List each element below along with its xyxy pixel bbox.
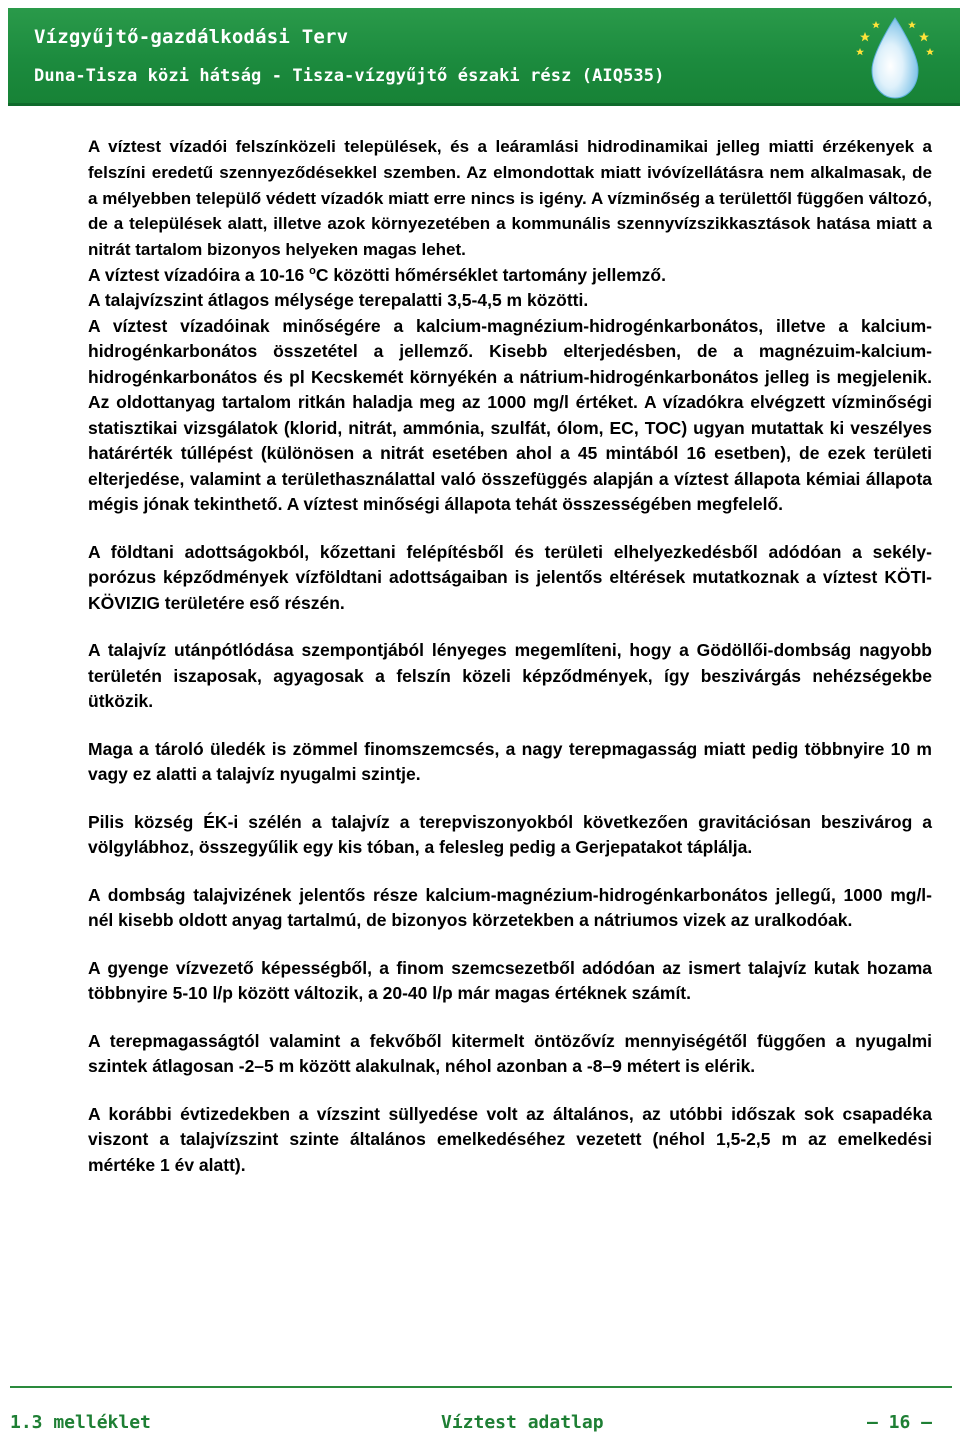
paragraph-sediment: Maga a tároló üledék is zömmel finomszemcsés, a nagy terepmagasság miatt pedig többnyire 10 m vagy ez alatti a talajvíz nyugalmi szintje. [88, 738, 932, 785]
temperature-text-end: C közötti hőmérséklet tartomány jellemző. [315, 264, 666, 285]
document-body [88, 134, 932, 1200]
degree-superscript: o [309, 264, 316, 277]
paragraph-well-yield: A gyenge vízvezető képességből, a finom szemcsezetből adódóan az ismert talajvíz kutak hozama többnyire 5-10 l/p között változik, a 20-40 l/p már magas értéknek számít. [88, 957, 932, 1004]
footer-document-title: Víztest adatlap [441, 1412, 604, 1433]
paragraph-level-trend: A korábbi évtizedekben a vízszint süllyedése volt az általános, az utóbbi időszak sok csapadéka viszont a talajvízszint szinte általános emelkedéséhez vezetett (néhol 1,5-2,5 m az emelkedési mértéke 1 év alatt). [88, 1103, 932, 1175]
paragraph-hills-chemistry: A dombság talajvizének jelentős része kalcium-magnézium-hidrogénkarbonátos jellegű, 1000 mg/l-nél kisebb oldott anyag tartalmú, de bizonyos körzetekben a nátriumos vizek az uralkodóak. [88, 884, 932, 931]
temperature-text-start: A víztest vízadóira a 10-16 [88, 264, 310, 285]
page-footer [0, 1386, 960, 1440]
header-title: Vízgyűjtő-gazdálkodási Terv [34, 26, 349, 48]
footer-annex-label: 1.3 melléklet [10, 1412, 151, 1433]
page-number: — 16 — [866, 1412, 932, 1433]
paragraph-static-levels: A terepmagasságtól valamint a fekvőből kitermelt öntözővíz mennyiségétől függően a nyugalmi szintek átlagosan -2–5 m között alakulnak, néhol azonban a -8–9 métert is elérik. [88, 1030, 932, 1077]
paragraph-water-quality: A víztest vízadói felszínközeli települések, és a leáramlási hidrodinamikai jelleg miatti érzékenyek a felszíni eredetű szennyeződésekkel szemben. Az elmondottak miatt ivóvízellátásra nem alkalmasak, de a mélyebben települő védett vízadók miatt erre nincs is igény. A vízminőség a területtől függően változó, de a települések alatt, illetve azok környezetében a kommunális szennyvízszikkasztások hatása miatt a nitrát tartalom bizonyos helyeken magas lehet. [88, 137, 932, 260]
paragraph-groundwater-depth: A talajvízszint átlagos mélysége terepalatti 3,5-4,5 m közötti. [88, 290, 589, 311]
paragraph-chemistry: A víztest vízadóinak minőségére a kalcium-magnézium-hidrogénkarbonátos, illetve a kalcium-hidrogénkarbonátos összetétel a jellemző. Kisebb elterjedésben, de a magnézuim-kalcium-hidrogénkarbonátos és pl Kecskemét környékén a nátrium-hidrogénkarbonátos jelleg is megjelenik. Az oldottanyag tartalom ritkán haladja meg az 1000 mg/l értéket. A vízadókra elvégzett vízminőségi statisztikai vizsgálatok (klorid, nitrát, ammónia, szulfát, ólom, EC, TOC) ugyan mutattak ki veszélyes határérték túllépést (különösen a nitrát esetében ahol a 45 mintából 16 esetben), de ezek területi elterjedése, valamint a területhasználattal való összefüggés alapján a víztest állapota kémiai állapota mégis jónak tekinthető. A víztest minőségi állapota tehát összességében megfelelő. [88, 315, 932, 515]
header-subtitle: Duna-Tisza közi hátság - Tisza-vízgyűjtő északi rész (AIQ535) [34, 66, 665, 86]
eu-water-drop-logo-icon [850, 12, 940, 104]
paragraph-pilis: Pilis község ÉK-i szélén a talajvíz a terepviszonyokból következően gravitációsan beszivárog a völgylábhoz, összegyűlik egy kis tóban, a felesleg pedig a Gerjepatakot táplálja. [88, 811, 932, 858]
footer-divider [10, 1386, 952, 1388]
page-header [8, 8, 960, 106]
paragraph-temperature [88, 263, 932, 289]
paragraph-recharge: A talajvíz utánpótlódása szempontjából lényeges megemlíteni, hogy a Gödöllői-dombság nagyobb területén iszaposak, agyagosak a felszín közeli képződmények, így beszivárgás nehézségekbe ütközik. [88, 640, 932, 712]
paragraph-geology: A földtani adottságokból, kőzettani felépítésből és területi elhelyezkedésből adódóan a sekély-porózus képződmények vízföldtani adottságaiban is jelentős eltérések mutatkoznak a víztest KÖTI-KÖVIZIG területére eső részén. [88, 541, 932, 613]
